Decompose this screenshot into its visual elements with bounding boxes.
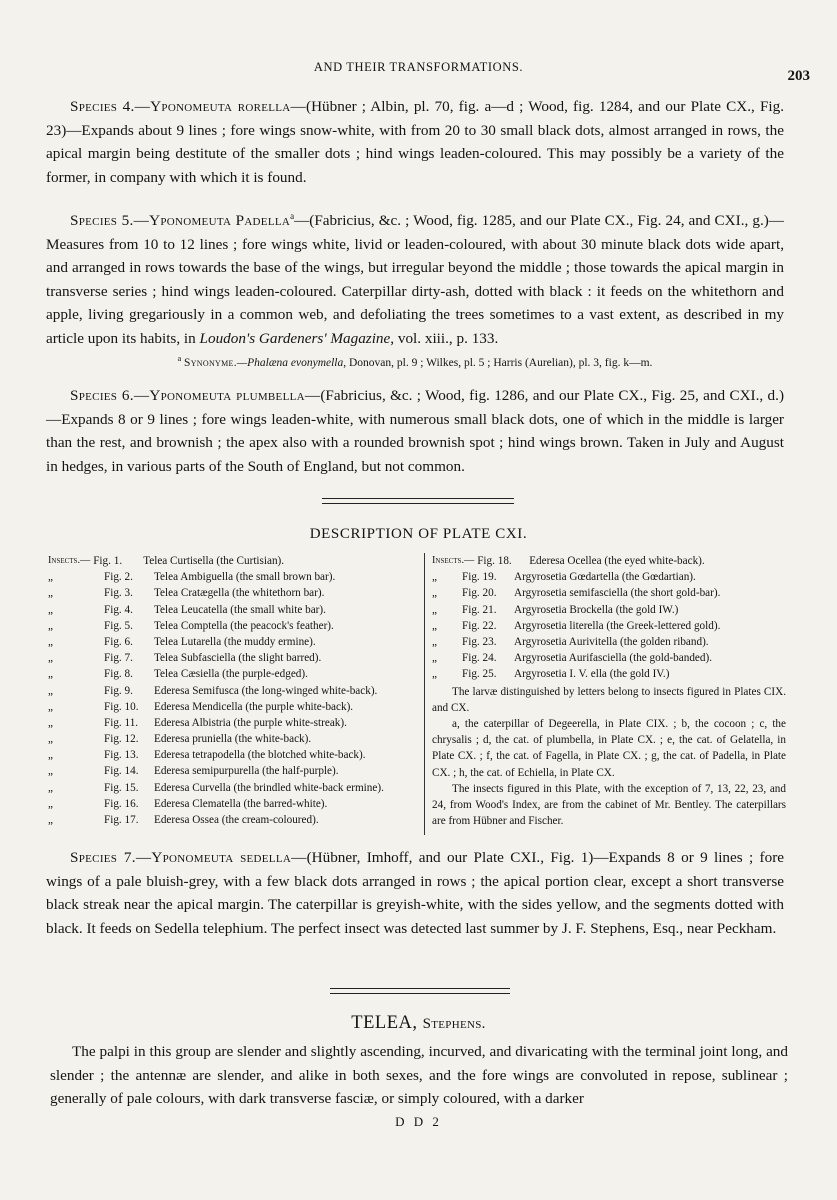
- plate-note-larvae: The larvæ distinguished by letters belong to insects figured in Plates CIX. and CX.: [432, 685, 786, 714]
- ditto-mark: „: [432, 587, 437, 600]
- right-figure-rows: [432, 553, 786, 683]
- figure-caption: Ederesa Albistria (the purple white-streak).: [154, 716, 347, 729]
- genus-name: TELEA,: [351, 1013, 418, 1033]
- figure-row: [432, 650, 786, 666]
- species-6-text: (Fabricius, &c. ; Wood, fig. 1286, and our Plate CX., Fig. 25, and CXI., d.)—Expands 8 or 9 lines ; fore wings leaden-white, with numerous small black dots, one of which in the middle is larger than the rest, and brownish ; the apex also with a rounded brownish spot ; hind wings brown. Taken in July and August in hedges, in various parts of the South of England, but not common.: [46, 387, 784, 475]
- ditto-mark: „: [432, 635, 437, 648]
- figure-row: [48, 650, 418, 666]
- figure-number: Fig. 5.: [104, 619, 133, 632]
- figure-row: [48, 796, 418, 812]
- figure-row: [48, 634, 418, 650]
- ditto-mark: „: [432, 619, 437, 632]
- species-4-text: (Hübner ; Albin, pl. 70, fig. a—d ; Wood, fig. 1284, and our Plate CX., Fig. 23)—Expands about 9 lines ; fore wings snow-white, with from 20 to 30 small black dots, almost arranged in rows, the apical margin being destitute of the smaller dots ; hind wings leaden-coloured. This may possibly be a variety of the former, in company with which it is found.: [46, 98, 785, 186]
- genus-author: Stephens.: [422, 1016, 486, 1032]
- figure-row: [48, 569, 418, 585]
- figure-caption: Telea Comptella (the peacock's feather).: [154, 619, 334, 632]
- species-7-entry: [46, 846, 784, 940]
- ditto-mark: „: [48, 781, 53, 794]
- figure-caption: Ederesa semipurpurella (the half-purple).: [154, 765, 339, 778]
- footnote-mark: a: [177, 354, 182, 363]
- figure-number: Fig. 20.: [462, 587, 497, 600]
- plate-note-letters: a, the caterpillar of Degeerella, in Plate CIX. ; b, the cocoon ; c, the chrysalis ; d, the cat. of plumbella, in Plate CX. ; e, the cat. of Gelatella, in Plate CX. ; f, the cat. of Fagella, in Plate CX. ; g, the cat. of Padella, in Plate CX. ; h, the cat. of Echiella, in Plate CX.: [432, 717, 786, 779]
- figure-number: Fig. 7.: [104, 652, 133, 665]
- ditto-mark: „: [48, 619, 53, 632]
- section-divider: [322, 498, 514, 504]
- ditto-mark: „: [48, 668, 53, 681]
- figure-caption: Argyrosetia I. V. ella (the gold IV.): [514, 668, 670, 681]
- species-5-journal-title: Loudon's Gardeners' Magazine: [199, 329, 391, 347]
- figure-row: [432, 585, 786, 601]
- species-6-entry: [46, 384, 784, 478]
- figure-number: Fig. 2.: [104, 571, 133, 584]
- figure-row: [48, 780, 418, 796]
- figure-caption: Ederesa Curvella (the brindled white-back ermine).: [154, 781, 384, 794]
- figure-number: Fig. 21.: [462, 603, 497, 616]
- footnote-italic: —Phalæna evonymella: [236, 356, 344, 369]
- ditto-mark: „: [48, 814, 53, 826]
- figure-caption: Argyrosetia literella (the Greek-lettered gold).: [514, 619, 721, 632]
- species-7-text: (Hübner, Imhoff, and our Plate CXI., Fig. 1)—Expands 8 or 9 lines ; fore wings of a pale bluish-grey, with a few black dots arranged in rows ; the apical portion clear, except a short transverse black streak near the apical margin. The caterpillar is greyish-white, with the sides yellow, and the segments dotted with black. It feeds on Sedella telephium. The perfect insect was detected last summer by J. F. Stephens, Esq., near Peckham.: [46, 849, 785, 937]
- figure-caption: Argyrosetia Aurifasciella (the gold-banded).: [514, 652, 712, 665]
- species-5-heading: Species 5.—Yponomeuta Padella: [70, 212, 291, 230]
- footnote-label: Synonyme.: [184, 356, 237, 369]
- figure-number: Fig. 22.: [462, 619, 497, 632]
- figure-caption: Ederesa Clematella (the barred-white).: [154, 797, 328, 810]
- figure-prefix: Insects.—: [432, 555, 475, 566]
- running-head: AND THEIR TRANSFORMATIONS.: [313, 60, 524, 74]
- figure-caption: Telea Ambiguella (the small brown bar).: [154, 571, 336, 584]
- figure-number: Fig. 19.: [462, 571, 497, 584]
- figure-caption: Telea Cratægella (the whitethorn bar).: [154, 587, 325, 600]
- species-5-entry: [46, 205, 784, 350]
- figure-caption: Ederesa pruniella (the white-back).: [154, 733, 312, 746]
- figure-number: Fig. 10.: [104, 700, 139, 713]
- figure-number: Fig. 23.: [462, 635, 497, 648]
- figure-caption: Ederesa Mendicella (the purple white-back).: [154, 700, 354, 713]
- figure-caption: Telea Leucatella (the small white bar).: [154, 603, 326, 616]
- ditto-mark: „: [48, 684, 53, 697]
- figure-caption: Telea Subfasciella (the slight barred).: [154, 652, 322, 665]
- printer-signature: D D 2: [395, 1114, 442, 1129]
- species-5-text-end: , vol. xiii., p. 133.: [390, 329, 499, 347]
- species-4-entry: [46, 95, 784, 189]
- species-6-heading: Species 6.—Yponomeuta plumbella—: [70, 387, 321, 404]
- genus-heading: [0, 1013, 837, 1034]
- figure-row: [48, 731, 418, 747]
- footnote-text: , Donovan, pl. 9 ; Wilkes, pl. 5 ; Harris (Aurelian), pl. 3, fig. k—m.: [343, 356, 653, 369]
- figure-number: Fig. 24.: [462, 652, 497, 665]
- species-4-heading: Species 4.—Yponomeuta rorella—: [70, 98, 307, 115]
- figure-caption: Ederesa tetrapodella (the blotched white-back).: [154, 749, 366, 762]
- genus-description: [50, 1040, 788, 1111]
- figure-row: [48, 747, 418, 763]
- ditto-mark: „: [432, 603, 437, 616]
- figure-number: Fig. 16.: [104, 797, 139, 810]
- ditto-mark: „: [48, 700, 53, 713]
- figure-number: Fig. 25.: [462, 668, 497, 681]
- ditto-mark: „: [432, 571, 437, 584]
- figure-caption: Ederesa Ossea (the cream-coloured).: [154, 814, 319, 826]
- ditto-mark: „: [432, 652, 437, 665]
- figure-number: Fig. 15.: [104, 781, 139, 794]
- ditto-mark: „: [48, 652, 53, 665]
- ditto-mark: „: [48, 797, 53, 810]
- figure-row: [48, 715, 418, 731]
- figure-row: [432, 666, 786, 682]
- figure-caption: Telea Lutarella (the muddy ermine).: [154, 635, 316, 648]
- figure-caption: Telea Cæsiella (the purple-edged).: [154, 668, 308, 681]
- ditto-mark: „: [48, 749, 53, 762]
- figure-row: [48, 763, 418, 779]
- figure-row: [432, 618, 786, 634]
- figure-number: Fig. 1.: [93, 555, 123, 567]
- ditto-mark: „: [48, 716, 53, 729]
- footnote-marker: a: [290, 211, 295, 221]
- ditto-mark: „: [48, 733, 53, 746]
- figure-number: Fig. 17.: [104, 814, 139, 826]
- figure-row: [432, 634, 786, 650]
- plate-description: [48, 553, 788, 843]
- figure-caption: Ederesa Ocellea (the eyed white-back).: [529, 555, 705, 567]
- figure-prefix: Insects.—: [48, 555, 91, 566]
- figure-number: Fig. 13.: [104, 749, 139, 762]
- figure-number: Fig. 14.: [104, 765, 139, 778]
- footnote: [46, 351, 784, 371]
- ditto-mark: „: [48, 635, 53, 648]
- plate-title: DESCRIPTION OF PLATE CXI.: [309, 526, 528, 542]
- figure-row: [48, 553, 418, 569]
- figure-number: Fig. 3.: [104, 587, 133, 600]
- figure-row: [48, 812, 418, 828]
- ditto-mark: „: [48, 603, 53, 616]
- figure-row: [48, 683, 418, 699]
- figure-number: Fig. 6.: [104, 635, 133, 648]
- figure-caption: Argyrosetia Gœdartella (the Gœdartian).: [514, 571, 696, 584]
- figure-caption: Argyrosetia Brockella (the gold IW.): [514, 603, 679, 616]
- figure-caption: Argyrosetia semifasciella (the short gold-bar).: [514, 587, 721, 600]
- figure-number: Fig. 9.: [104, 684, 133, 697]
- plate-figure-list-right: [432, 553, 786, 829]
- figure-number: Fig. 12.: [104, 733, 139, 746]
- species-7-heading: Species 7.—Yponomeuta sedella—: [70, 849, 307, 866]
- figure-row: [432, 553, 786, 569]
- species-5-text: —(Fabricius, &c. ; Wood, fig. 1285, and our Plate CX., Fig. 24, and CXI., g.)—Measures from 10 to 12 lines ; fore wings white, livid or leaden-coloured, with about 30 minute black dots wide apart, and arranged in rows towards the base of the wings, but irregular beyond the middle ; those towards the apical margin in transverse series ; hind wings leaden-coloured. Caterpillar dirty-ash, dotted with black : it feeds on the whitethorn and apple, living gregariously in a common web, and defoliating the trees sometimes to a vast extent, as described in my article upon its habits, in: [46, 212, 784, 347]
- ditto-mark: „: [432, 668, 437, 681]
- figure-row: [48, 585, 418, 601]
- genus-text: The palpi in this group are slender and slightly ascending, incurved, and divaricating with the terminal joint long, and slender ; the antennæ are slender, and alike in both sexes, and the fore wings are convoluted in repose, sublinear ; generally of pale colours, with dark transverse fasciæ, or simply coloured, with a darker: [50, 1043, 788, 1107]
- figure-number: Fig. 8.: [104, 668, 133, 681]
- column-divider: [424, 553, 425, 835]
- plate-figure-list-left: [48, 553, 418, 828]
- figure-caption: Ederesa Semifusca (the long-winged white-back).: [154, 684, 378, 697]
- ditto-mark: „: [48, 571, 53, 584]
- figure-row: [432, 602, 786, 618]
- figure-number: Fig. 4.: [104, 603, 133, 616]
- figure-row: [432, 569, 786, 585]
- figure-row: [48, 602, 418, 618]
- plate-note-sources: The insects figured in this Plate, with the exception of 7, 13, 22, 23, and 24, from Wood's Index, are from the cabinet of Mr. Bentley. The caterpillars are from Hübner and Fischer.: [432, 782, 786, 828]
- figure-number: Fig. 18.: [477, 555, 512, 567]
- ditto-mark: „: [48, 587, 53, 600]
- figure-caption: Telea Curtisella (the Curtisian).: [143, 555, 285, 567]
- page-number: 203: [787, 68, 810, 84]
- section-divider-2: [330, 988, 510, 994]
- figure-row: [48, 618, 418, 634]
- ditto-mark: „: [48, 765, 53, 778]
- figure-number: Fig. 11.: [104, 716, 139, 729]
- figure-row: [48, 666, 418, 682]
- figure-caption: Argyrosetia Aurivitella (the golden riband).: [514, 635, 709, 648]
- figure-row: [48, 699, 418, 715]
